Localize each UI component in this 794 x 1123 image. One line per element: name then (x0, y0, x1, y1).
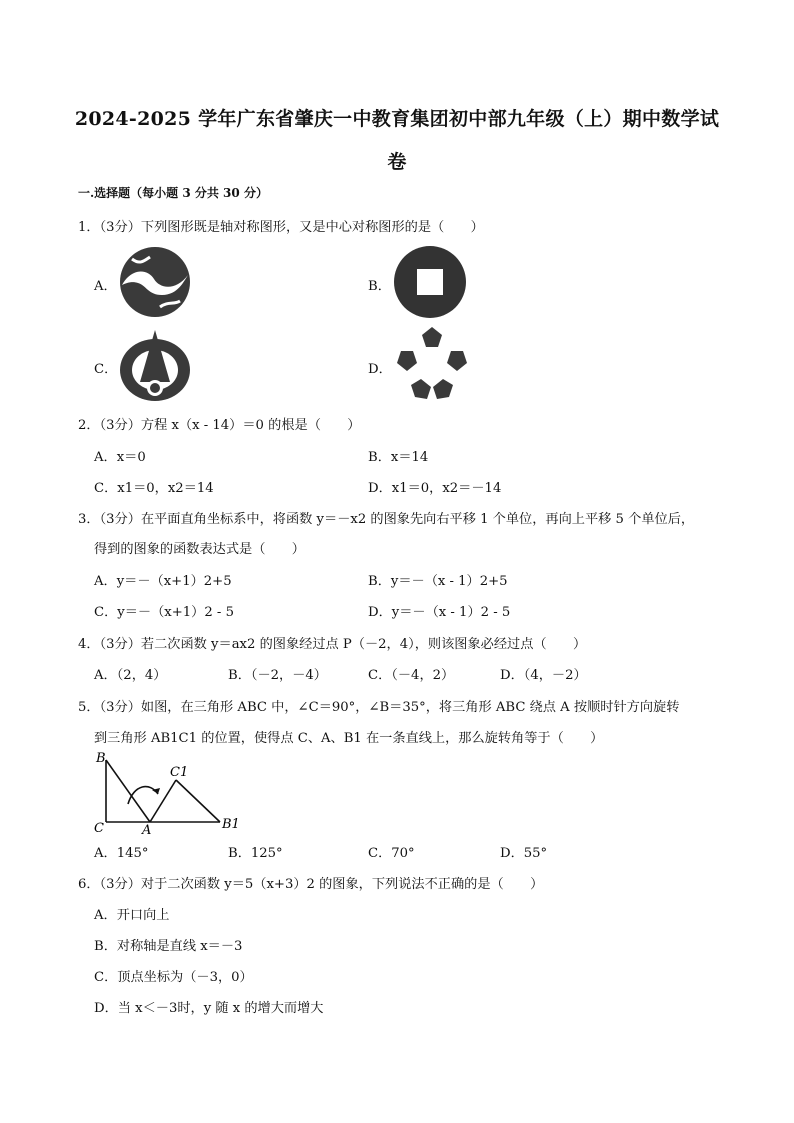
q5-option-b: B．125° (228, 846, 283, 861)
q1-label-c: C． (94, 362, 118, 377)
q3-option-b: B．y＝－（x - 1）2+5 (368, 574, 508, 589)
q4-option-b: B．（－2，－4） (228, 668, 327, 683)
title-line-2: 卷 (387, 151, 407, 173)
q2-option-b: B．x＝14 (368, 450, 429, 465)
q3-option-c: C．y＝－（x+1）2 - 5 (94, 605, 234, 620)
label-c1: C1 (170, 765, 189, 780)
q3-stem-line-2: 得到的图象的函数表达式是（ ） (94, 542, 305, 557)
label-b: B (96, 752, 106, 766)
q5-option-c: C．70° (368, 846, 415, 861)
q5-option-a: A．145° (94, 846, 149, 861)
q3-option-d: D．y＝－（x - 1）2 - 5 (368, 605, 511, 620)
side-ab (106, 760, 150, 822)
q2-option-d: D．x1＝0，x2＝－14 (368, 481, 502, 496)
q6-stem: 6．（3分）对于二次函数 y＝5（x+3）2 的图象，下列说法不正确的是（ ） (78, 877, 544, 892)
q5-stem-line-1: 5．（3分）如图，在三角形 ABC 中，∠C＝90°，∠B＝35°，将三角形 ABC 绕点 A 按顺时针方向旋转 (78, 700, 680, 715)
q4-option-a: A．（2，4） (94, 668, 167, 683)
rotation-arrow (128, 787, 158, 804)
q2-stem: 2．（3分）方程 x（x - 14）＝0 的根是（ ） (78, 418, 361, 433)
q4-stem: 4．（3分）若二次函数 y＝ax2 的图象经过点 P（－2，4），则该图象必经过点（ ） (78, 637, 587, 652)
section-heading: 一.选择题（每小题 3 分共 30 分） (78, 186, 268, 200)
q1-figure-b-coin (392, 244, 468, 320)
q4-option-d: D．（4，－2） (500, 668, 587, 683)
side-c1b1 (176, 780, 220, 822)
q6-option-b: B．对称轴是直线 x＝－3 (94, 939, 243, 954)
q2-option-c: C．x1＝0，x2＝14 (94, 481, 214, 496)
q5-rotation-figure (88, 752, 248, 836)
q1-figure-c-emblem (118, 328, 192, 404)
label-c: C (94, 821, 104, 836)
q1-figure-a-swirl (118, 245, 192, 319)
label-b1: B1 (222, 817, 240, 832)
q3-option-a: A．y＝－（x+1）2+5 (94, 574, 232, 589)
q1-label-d: D． (368, 362, 392, 377)
q1-stem: 1．（3分）下列图形既是轴对称图形，又是中心对称图形的是（ ） (78, 220, 484, 235)
q3-stem-line-1: 3．（3分）在平面直角坐标系中，将函数 y＝－x2 的图象先向右平移 1 个单位，再向上平移 5 个单位后， (78, 512, 695, 527)
q6-option-d: D．当 x＜－3时，y 随 x 的增大而增大 (94, 1001, 324, 1016)
title-line-1: 2024-2025 学年广东省肇庆一中教育集团初中部九年级（上）期中数学试 (74, 108, 720, 130)
q4-option-c: C．（－4，2） (368, 668, 455, 683)
q5-stem-line-2: 到三角形 AB1C1 的位置，使得点 C、A、B1 在一条直线上，那么旋转角等于（ ） (94, 731, 604, 746)
side-ac1 (150, 780, 176, 822)
q1-label-b: B． (368, 279, 391, 294)
q6-option-c: C．顶点坐标为（－3，0） (94, 970, 253, 985)
exam-title (70, 98, 724, 184)
q1-label-a: A． (94, 279, 117, 294)
q6-option-a: A．开口向上 (94, 908, 170, 923)
q1-figure-d-pentagons (393, 325, 471, 405)
q5-option-d: D．55° (500, 846, 548, 861)
q2-option-a: A．x＝0 (94, 450, 146, 465)
label-a: A (142, 823, 152, 836)
